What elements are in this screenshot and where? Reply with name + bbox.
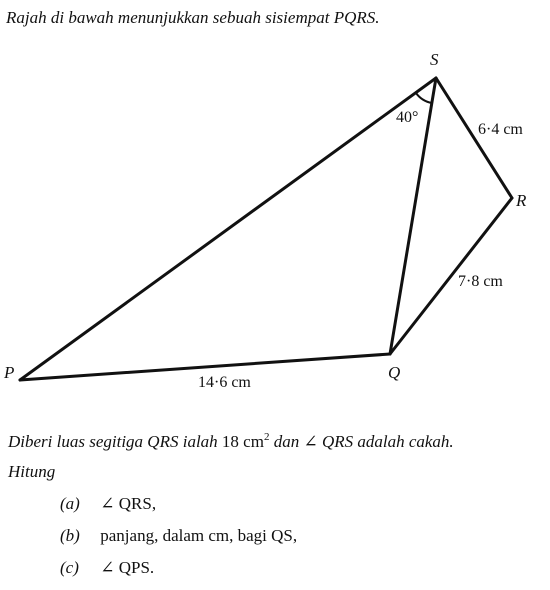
- angle-label: 40°: [396, 109, 419, 126]
- hitung-label: Hitung: [8, 462, 56, 481]
- side-label-SR: 6·4 cm: [478, 121, 523, 138]
- side-label-QR: 7·8 cm: [458, 273, 503, 290]
- area-value: 18 cm: [221, 432, 264, 451]
- given-text-1: Diberi luas segitiga QRS ialah: [8, 432, 218, 451]
- part-b-text-2: dalam cm,: [162, 526, 234, 545]
- intro-text: Rajah di bawah menunjukkan sebuah sisiempat PQRS.: [6, 8, 380, 27]
- given-text-2: dan ∠ QRS adalah cakah.: [273, 432, 454, 451]
- vertex-label-P: P: [4, 363, 15, 382]
- question-parts: [60, 494, 297, 590]
- part-c: [60, 558, 297, 590]
- part-a-text: ∠ QRS,: [100, 494, 157, 513]
- part-b: [60, 526, 297, 558]
- part-a-label: (a): [60, 494, 80, 513]
- part-b-label: (b): [60, 526, 80, 545]
- part-c-text: ∠ QPS.: [100, 558, 155, 577]
- vertex-label-S: S: [430, 50, 439, 69]
- part-c-label: (c): [60, 558, 79, 577]
- vertex-label-Q: Q: [388, 363, 401, 382]
- side-PS: [20, 78, 436, 380]
- part-a: [60, 494, 297, 526]
- angle-arc-PSQ: [416, 93, 432, 103]
- question-text: [8, 428, 544, 486]
- side-SR: [436, 78, 512, 198]
- area-superscript: 2: [263, 431, 270, 443]
- side-label-PQ: 14·6 cm: [198, 374, 251, 391]
- vertex-label-R: R: [516, 191, 527, 210]
- part-b-text-1: panjang,: [100, 526, 159, 545]
- part-b-text-3: bagi QS,: [237, 526, 298, 545]
